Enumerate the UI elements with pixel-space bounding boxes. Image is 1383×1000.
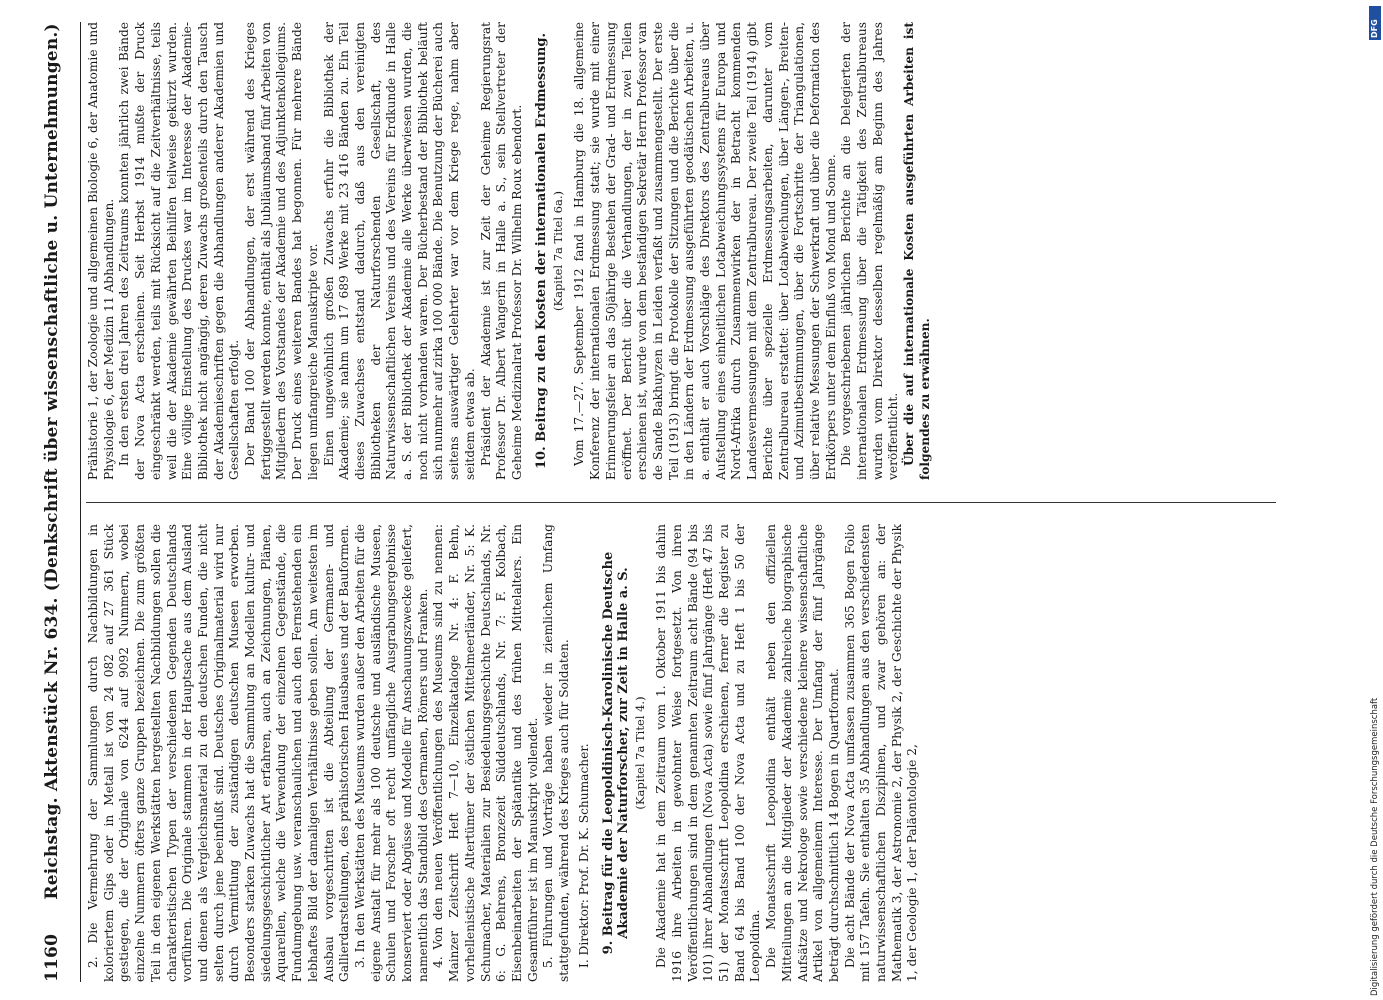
left-column <box>86 524 1316 982</box>
paragraph: Die Monatsschrift Leopoldina enthält neben den offiziellen Mitteilungen an die Mitglieder der Akademie zahlreiche biographische Aufsätze und Nekrologe sowie verschiedene kleinere wissenschaftliche Artikel von allgemeinem Interesse. Der Umfang der fünf Jahrgänge beträgt durchschnittlich 14 Bogen in Quartformat. <box>764 524 841 982</box>
page-header <box>42 22 70 982</box>
paragraph: Einen ungewöhnlich großen Zuwachs erfuhr die Bibliothek der Akademie; sie nahm um 17 689 Werke mit 23 416 Bänden zu. Ein Teil dieses Zuwachses entstand dadurch, daß aus den vereinigten Bibliotheken der Naturforschenden Gesellschaft, des Naturwissenschaftlichen Vereins und des Vereins für Erdkunde in Halle a. S. der Bibliothek der Akademie alle Werke überwiesen wurden, die noch nicht vorhanden waren. Der Bücherbestand der Bibliothek beläuft sich nunmehr auf zirka 100 000 Bände. Die Benutzung der Bücherei auch seitens auswärtiger Gelehrter war vor dem Kriege rege, nahm aber seitdem etwas ab. <box>321 22 477 480</box>
section-heading-10: 10. Beitrag zu den Kosten der internationalen Erdmessung. <box>533 32 549 470</box>
paragraph: 2. Die Vermehrung der Sammlungen durch Nachbildungen in koloriertem Gips oder in Metall ist von 24 082 auf 27 361 Stück gestiegen, die der Originale von 6244 auf 9092 Nummern, wobei einzelne Nummern öfters ganze Gruppen bezeichnen. Die zum größten Teil in den eigenen Werkstätten hergestellten Nachbildungen sollen die charakteristischen Typen der verschiedenen Gegenden Deutschlands vorführen. Die Originale stammen in der Hauptsache aus dem Ausland und dienen als Vergleichsmaterial zu den deutschen Funden, die nicht selten durch jene beeinflußt sind. Deutsches Originalmaterial wird nur durch Vermittlung der zuständigen deutschen Museen erworben. Besonders starken Zuwachs hat die Sammlung an Modellen kultur- und siedelungsgeschichtlicher Art erfahren, auch an Zeichnungen, Plänen, Aquarellen, welche die Verwendung der einzelnen Gegenstände, die Fundumgebung usw. veranschaulichen und auch den Fernstehenden ein lebhaftes Bild der damaligen Verhältnisse geben sollen. Am weitesten im Ausbau vorgeschritten ist die Abteilung der Germanen- und Gallierdarstellungen, des prähistorischen Hausbaues und der Bauformen. <box>86 524 352 982</box>
paragraph: Der Band 100 der Abhandlungen, der erst während des Krieges fertiggestellt werden konnte, enthält als Jubiläumsband fünf Arbeiten von Mitgliedern des Vorstandes der Akademie und des Adjunktenkollegiums. Der Druck eines weiteren Bandes hat begonnen. Für mehrere Bände liegen umfangreiche Manuskripte vor. <box>243 22 320 480</box>
right-column <box>86 22 1316 480</box>
director-signature: I. Direktor: Prof. Dr. K. Schumacher. <box>576 743 591 968</box>
paragraph: 3. In den Werkstätten des Museums wurden außer den Arbeiten für die eigene Anstalt für mehr als 100 deutsche und ausländische Museen, Schulen und Forscher oft recht umfängliche Ausgrabungsergebnisse konserviert oder Abgüsse und Modelle für Anschauungszwecke geliefert, namentlich das Standbild des Germanen, Römers und Franken. <box>352 524 430 982</box>
section-subtitle-9: (Kapitel 7a Titel 4.) <box>632 696 647 810</box>
section-subtitle-10: (Kapitel 7a Titel 6a.) <box>550 191 565 311</box>
header-rule <box>80 22 81 982</box>
paragraph: 5. Führungen und Vorträge haben wieder in ziemlichem Umfang stattgefunden, während des Krieges auch für Soldaten. <box>541 524 572 982</box>
paragraph: Die Akademie hat in dem Zeitraum vom 1. Oktober 1911 bis dahin 1916 ihre Arbeiten in gewohnter Weise fortgesetzt. Von ihren Veröffentlichungen sind in dem genannten Zeitraum acht Bände (94 bis 101) ihrer Abhandlungen (Nova Acta) sowie fünf Jahrgänge (Heft 47 bis 51) der Monatsschrift Leopoldina erschienen, ferner die Register zu Band 64 bis Band 100 der Nova Acta und zu Heft 1 bis 50 der Leopoldina. <box>654 524 763 982</box>
dfg-logo-text: DFG <box>1370 19 1379 38</box>
digitization-credit: Digitalisierung gefördert durch die Deutsche Forschungsgemeinschaft <box>1370 697 1380 996</box>
paragraph: Über die auf internationale Kosten ausgeführten Arbeiten ist folgendes zu erwähnen. <box>902 22 932 480</box>
paragraph: Präsident der Akademie ist zur Zeit der Geheime Regierungsrat Professor Dr. Albert Wangerin in Halle a. S., sein Stellvertreter der Geheime Medizinalrat Professor Dr. Wilhelm Roux ebendort. <box>478 22 524 480</box>
paragraph: In den ersten drei Jahren des Zeitraums konnten jährlich zwei Bände der Nova Acta erscheinen. Seit Herbst 1914 mußte der Druck eingeschränkt werden, teils mit Rücksicht auf die Zeitverhältnisse, teils weil die der Akademie gewährten Beihilfen teilweise gekürzt wurden. Eine völlige Einstellung des Druckes war im Interesse der Akademie-Bibliothek nicht angängig, deren Zuwachs großenteils durch den Tausch der Akademieschriften gegen die Abhandlungen anderer Akademien und Gesellschaften erfolgt. <box>117 22 242 480</box>
paragraph: 4. Von den neuen Veröffentlichungen des Museums sind zu nennen: Mainzer Zeitschrift Heft 7—10, Einzelkataloge Nr. 4: F. Behn, vorhellenistische Altertümer der östlichen Mittelmeerländer, Nr. 5: K. Schumacher, Materialien zur Besiedelungsgeschichte Deutschlands, Nr. 6: G. Behrens, Bronzezeit Süddeutschlands, Nr. 7: F. Kolbach, Eisenbeinarbeiten der Spätantike und des frühen Mittelalters. Ein Gesamtführer ist im Manuskript vollendet. <box>431 524 540 982</box>
paragraph: Prähistorie 1, der Zoologie und allgemeinen Biologie 6, der Anatomie und Physiologie 6, der Medizin 11 Abhandlungen. <box>86 22 116 480</box>
paragraph: Die vorgeschriebenen jährlichen Berichte an die Delegierten der internationalen Erdmessung über die Tätigkeit des Zentralbureaus wurden vom Direktor desselben regelmäßig am Beginn des Jahres veröffentlicht. <box>839 22 901 480</box>
page-number: 1160 <box>42 933 62 982</box>
running-title: Reichstag. Aktenstück Nr. 634. (Denkschrift über wissenschaftliche u. Unternehmungen.) <box>42 23 62 900</box>
section-heading-9: 9. Beitrag für die Leopoldinisch-Karolinische Deutsche Akademie der Naturforscher, zur Zeit in Halle a. S. <box>600 551 631 955</box>
paragraph: Vom 17.—27. September 1912 fand in Hamburg die 18. allgemeine Konferenz der internationalen Erdmessung statt; sie wurde mit einer Erinnerungsfeier an das 50jährige Bestehen der Grad- und Erdmessung eröffnet. Der Bericht über die Verhandlungen, der in zwei Teilen erschienen ist, wurde von dem beständigen Sekretär Herrn Professor van de Sande Bakhuyzen in Leiden verfaßt und zusammengestellt. Der erste Teil (1913) bringt die Protokolle der Sitzungen und die Berichte über die in den Ländern der Erdmessung ausgeführten geodätischen Arbeiten, u. a. enthält er auch Vorschläge des Direktors des Zentralbureaus über Aufstellung eines einheitlichen Lotabweichungssystems für Europa und Nord-Afrika durch Zusammenwirken der in Betracht kommenden Landesvermessungen mit dem Zentralbureau. Der zweite Teil (1914) gibt Berichte über spezielle Erdmessungsarbeiten, darunter vom Zentralbureau erstattet: über Lotabweichungen, über Längen-, Breiten- und Azimutbestimmungen, über die Fortschritte der Triangulationen, über relative Messungen der Schwerkraft und über die Deformation des Erdkörpers unter dem Einfluß von Mond und Sonne. <box>572 22 838 480</box>
column-divider <box>86 502 1276 503</box>
paragraph: Die acht Bände der Nova Acta umfassen zusammen 365 Bogen Folio mit 157 Tafeln. Sie enthalten 35 Abhandlungen aus den verschiedensten naturwissenschaftlichen Disziplinen, und zwar gehören an: der Mathematik 3, der Astronomie 2, der Physik 2, der Geschichte der Physik 1, der Geologie 1, der Paläontologie 2, <box>842 524 920 982</box>
